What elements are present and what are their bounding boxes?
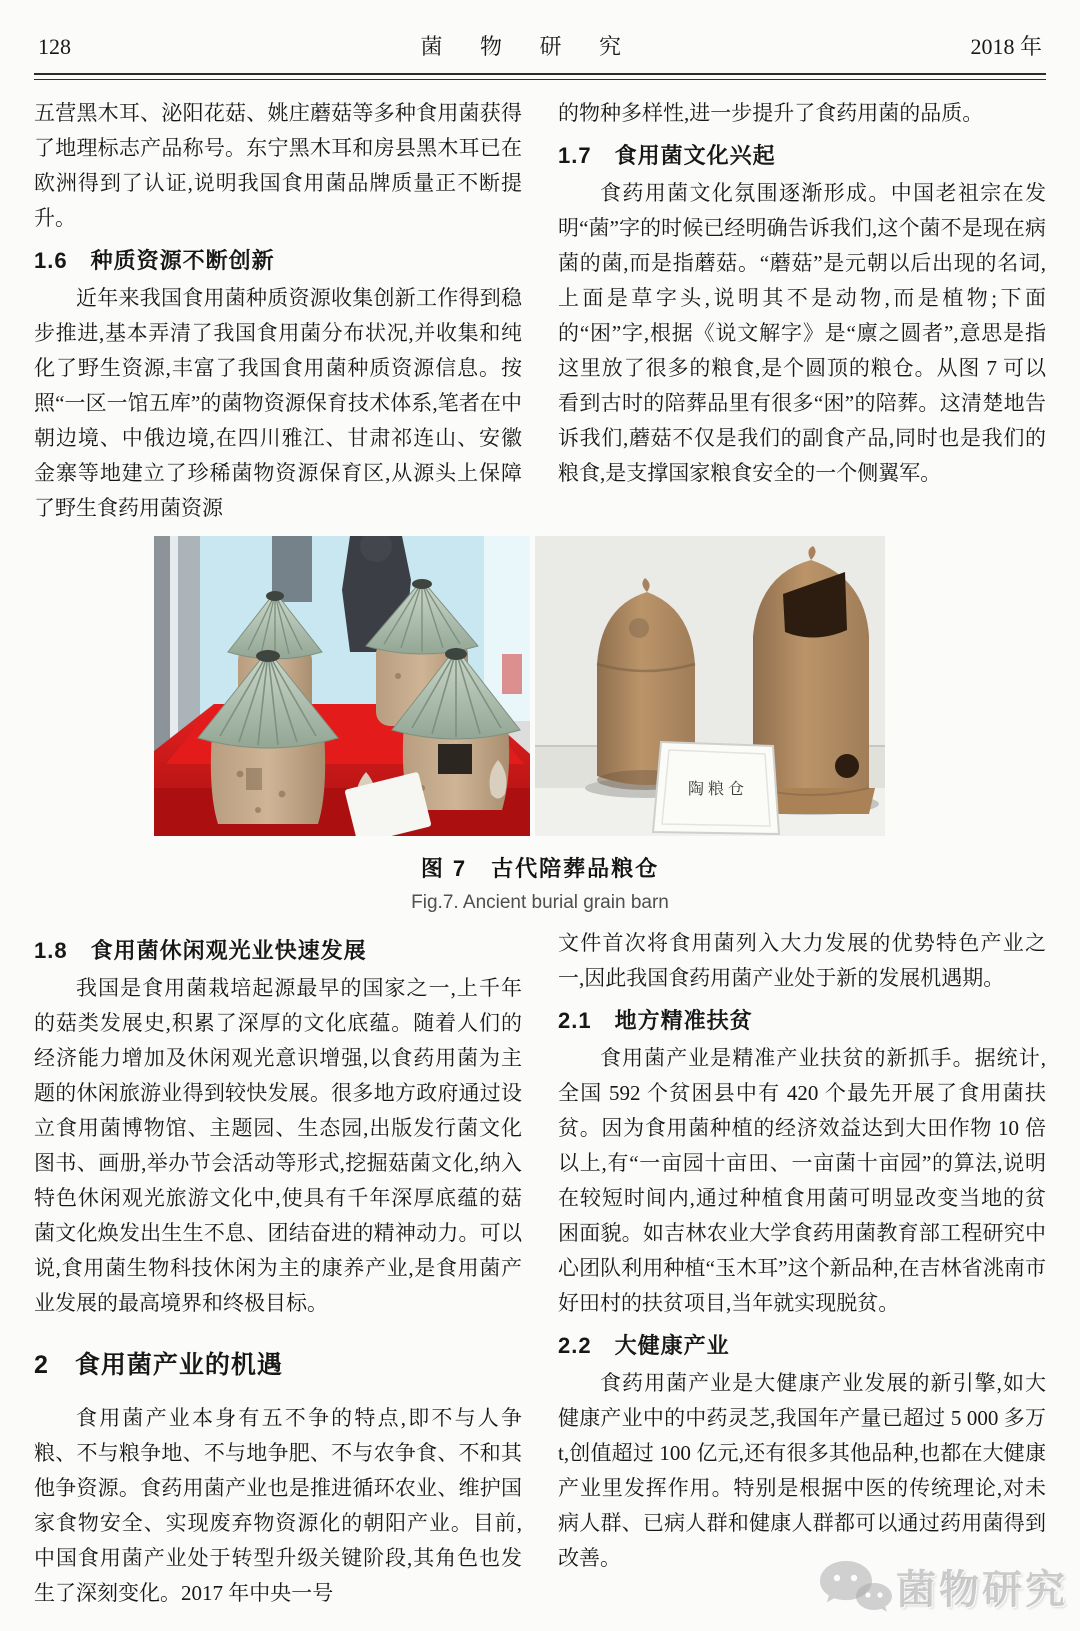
museum-display-photo <box>154 536 530 836</box>
paragraph: 的物种多样性,进一步提升了食药用菌的品质。 <box>558 101 984 125</box>
left-column-bottom <box>34 926 522 1611</box>
paragraph: 食用菌产业是精准产业扶贫的新抓手。据统计,全国 592 个贫困县中有 420 个最先开展了食用菌扶贫。因为食用菌种植的经济效益达到大田作物 10 倍以上,有“一亩园十亩田、一亩菌十亩园”的算法,说明在较短时间内,通过种植食用菌可明显改变当地的贫困面貌。如吉林农业大学食药用菌教育部工程研究中心团队利用种植“玉木耳”这个新品种,在吉林省洮南市好田村的扶贫项目,当年就实现脱贫。 <box>558 1046 1046 1315</box>
section-heading-1-6: 1.6 种质资源不断创新 <box>34 248 275 273</box>
paragraph: 食用菌产业本身有五不争的特点,即不与人争粮、不与粮争地、不与地争肥、不与农争食、不和其他争资源。食药用菌产业也是推进循环农业、维护国家食物安全、实现废弃物资源化的朝阳产业。目前,中国食用菌产业处于转型升级关键阶段,其角色也发生了深刻变化。2017 年中央一号 <box>34 1406 522 1605</box>
paragraph: 食药用菌文化氛围逐渐形成。中国老祖宗在发明“菌”字的时候已经明确告诉我们,这个菌不是现在病菌的菌,而是指蘑菇。“蘑菇”是元朝以后出现的名词,上面是草字头,说明其不是动物,而是植物;下面的“困”字,根据《说文解字》是“廪之圆者”,意思是指这里放了很多的粮食,是个圆顶的粮仓。从图 7 可以看到古时的陪葬品里有很多“困”的陪葬。这清楚地告诉我们,蘑菇不仅是我们的副食产品,同时也是我们的粮食,是支撑国家粮食安全的一个侧翼军。 <box>558 181 1046 485</box>
exhibit-label-text: 陶 粮 仓 <box>687 781 745 798</box>
right-column-bottom <box>558 926 1046 1611</box>
paragraph: 文件首次将食用菌列入大力发展的优势特色产业之一,因此我国食药用菌产业处于新的发展机遇期。 <box>558 931 1046 990</box>
section-heading-2: 2 食用菌产业的机遇 <box>34 1351 283 1379</box>
bottom-columns <box>34 926 1046 1611</box>
pottery-barns-photo <box>535 536 885 836</box>
journal-title: 菌 物 研 究 <box>420 34 637 59</box>
page-header <box>34 22 1046 73</box>
section-heading-2-2: 2.2 大健康产业 <box>558 1333 730 1358</box>
paragraph: 五营黑木耳、泌阳花菇、姚庄蘑菇等多种食用菌获得了地理标志产品称号。东宁黑木耳和房县黑木耳已在欧洲得到了认证,说明我国食用菌品牌质量正不断提升。 <box>34 101 522 230</box>
figure-caption <box>34 852 1046 914</box>
paragraph: 近年来我国食用菌种质资源收集创新工作得到稳步推进,基本弄清了我国食用菌分布状况,并收集和纯化了野生资源,丰富了我国食用菌种质资源信息。按照“一区一馆五库”的菌物资源保育技术体系,笔者在中朝边境、中俄边境,在四川雅江、甘肃祁连山、安徽金寨等地建立了珍稀菌物资源保育区,从源头上保障了野生食药用菌资源 <box>34 286 522 520</box>
paragraph: 食药用菌产业是大健康产业发展的新引擎,如大健康产业中的中药灵芝,我国年产量已超过 5 000 多万t,创值超过 100 亿元,还有很多其他品种,也都在大健康产业里发挥作用。特别是根据中医的传统理论,对未病人群、已病人群和健康人群都可以通过药用菌得到改善。 <box>558 1371 1046 1570</box>
watermark-text: 菌物研究 <box>896 1567 1068 1612</box>
wechat-watermark <box>818 1557 1068 1615</box>
figure-7 <box>34 536 1046 914</box>
header-year: 2018 年 <box>970 34 1042 59</box>
paragraph: 我国是食用菌栽培起源最早的国家之一,上千年的菇类发展史,积累了深厚的文化底蕴。随着人们的经济能力增加及休闲观光意识增强,以食药用菌为主题的休闲旅游业得到较快发展。很多地方政府通过设立食用菌博物馆、主题园、生态园,出版发行菌文化图书、画册,举办节会活动等形式,挖掘菇菌文化,纳入特色休闲观光旅游文化中,使具有千年深厚底蕴的菇菌文化焕发出生生不息、团结奋进的精神动力。可以说,食用菌生物科技休闲为主的康养产业,是食用菌产业发展的最高境界和终极目标。 <box>34 976 522 1315</box>
barn-hole <box>835 754 859 778</box>
figure-caption-zh: 图 7 古代陪葬品粮仓 <box>420 856 660 881</box>
barn-window <box>438 744 472 774</box>
exhibit-label-card <box>653 742 779 834</box>
top-columns <box>34 96 1046 526</box>
section-heading-1-7: 1.7 食用菌文化兴起 <box>558 143 776 168</box>
figure-photos <box>154 536 1046 836</box>
wechat-icon <box>818 1557 892 1615</box>
section-heading-1-8: 1.8 食用菌休闲观光业快速发展 <box>34 938 367 963</box>
right-column-top <box>558 96 1046 526</box>
figure-caption-en: Fig.7. Ancient burial grain barn <box>411 892 669 913</box>
section-heading-2-1: 2.1 地方精准扶贫 <box>558 1008 753 1033</box>
left-column-top <box>34 96 522 526</box>
header-rule <box>34 73 1046 80</box>
page-number: 128 <box>38 34 71 59</box>
